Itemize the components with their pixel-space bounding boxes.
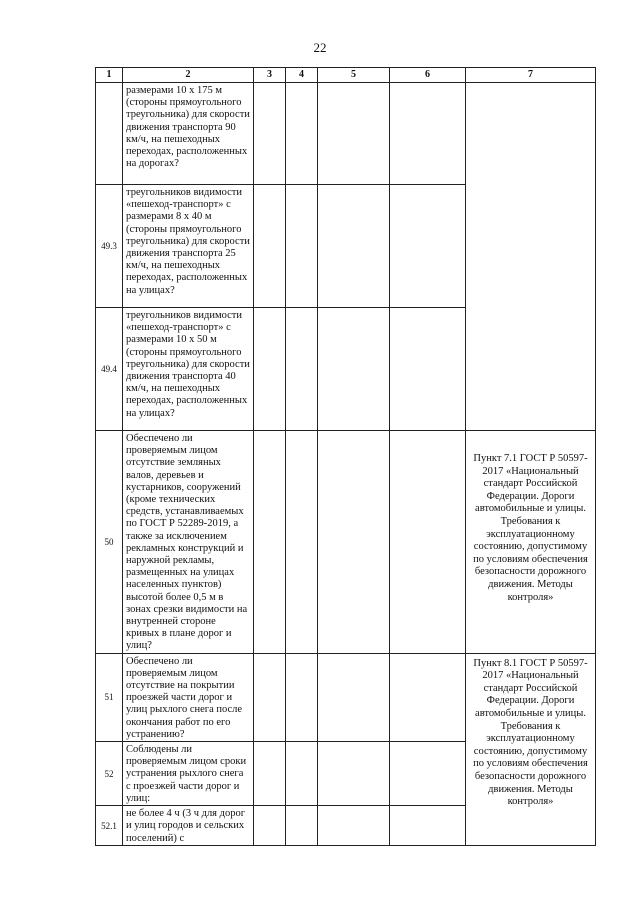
empty-cell [466, 83, 596, 431]
page-number: 22 [313, 40, 327, 55]
column-header: 3 [254, 68, 286, 83]
row-number: 49.3 [96, 185, 123, 308]
empty-cell [254, 806, 286, 846]
header-row [96, 68, 596, 83]
row-number: 52 [96, 742, 123, 806]
checklist-table [95, 67, 596, 846]
empty-cell [286, 308, 318, 431]
legal-reference [466, 653, 596, 845]
row-question: размерами 10 х 175 м (стороны прямоугольного треугольника) для скорости движения транспорта 90 км/ч, на пешеходных переходах, расположенных на дорогах? [123, 83, 254, 185]
empty-cell [254, 742, 286, 806]
empty-cell [390, 431, 466, 654]
row-number: 51 [96, 653, 123, 741]
empty-cell [286, 83, 318, 185]
empty-cell [254, 431, 286, 654]
empty-cell [254, 185, 286, 308]
empty-cell [390, 806, 466, 846]
column-header: 6 [390, 68, 466, 83]
empty-cell [254, 83, 286, 185]
column-header: 2 [123, 68, 254, 83]
row-question: не более 4 ч (3 ч для дорог и улиц городов и сельских поселений) с [123, 806, 254, 846]
empty-cell [390, 742, 466, 806]
column-header: 4 [286, 68, 318, 83]
table-row [96, 431, 596, 654]
column-header: 5 [318, 68, 390, 83]
empty-cell [390, 83, 466, 185]
empty-cell [286, 742, 318, 806]
row-number [96, 83, 123, 185]
empty-cell [318, 431, 390, 654]
empty-cell [254, 308, 286, 431]
empty-cell [286, 185, 318, 308]
row-question: треугольников видимости «пешеход-транспорт» с размерами 8 х 40 м (стороны прямоугольного треугольника) для скорости движения транспорта 25 км/ч, на пешеходных переходах, расположенных на улицах? [123, 185, 254, 308]
row-number: 49.4 [96, 308, 123, 431]
empty-cell [286, 431, 318, 654]
column-header: 7 [466, 68, 596, 83]
empty-cell [318, 308, 390, 431]
table-row [96, 653, 596, 741]
empty-cell [390, 653, 466, 741]
empty-cell [254, 653, 286, 741]
empty-cell [286, 653, 318, 741]
empty-cell [318, 83, 390, 185]
table-row [96, 83, 596, 185]
row-number: 52.1 [96, 806, 123, 846]
row-question: Соблюдены ли проверяемым лицом сроки устранения рыхлого снега с проезжей части дорог и улиц: [123, 742, 254, 806]
empty-cell [318, 806, 390, 846]
empty-cell [390, 308, 466, 431]
empty-cell [318, 185, 390, 308]
row-question: Обеспечено ли проверяемым лицом отсутствие на покрытии проезжей части дорог и улиц рыхлого снега после окончания работ по его устранению? [123, 653, 254, 741]
legal-reference-text: Пункт 7.1 ГОСТ Р 50597-2017 «Национальный стандарт Российской Федерации. Дороги автомобильные и улицы. Требования к эксплуатационному состоянию, допустимому по условиям обеспечения безопасности дорожного движения. Методы контроля» [473, 453, 588, 603]
column-header: 1 [96, 68, 123, 83]
empty-cell [286, 806, 318, 846]
row-number: 50 [96, 431, 123, 654]
empty-cell [318, 742, 390, 806]
legal-reference-text: Пункт 8.1 ГОСТ Р 50597-2017 «Национальный стандарт Российской Федерации. Дороги автомобильные и улицы. Требования к эксплуатационному состоянию, допустимому по условиям обеспечения безопасности дорожного движения. Методы контроля» [473, 657, 588, 808]
empty-cell [318, 653, 390, 741]
row-question: треугольников видимости «пешеход-транспорт» с размерами 10 х 50 м (стороны прямоугольного треугольника) для скорости движения транспорта 40 км/ч, на пешеходных переходах, расположенных на улицах? [123, 308, 254, 431]
legal-reference [466, 431, 596, 654]
empty-cell [390, 185, 466, 308]
row-question: Обеспечено ли проверяемым лицом отсутствие земляных валов, деревьев и кустарников, сооружений (кроме технических средств, устанавливаемых по ГОСТ Р 52289-2019, а также за исключением рекламных конструкций и наружной рекламы, размещенных на улицах населенных пунктов) высотой более 0,5 м в зонах срезки видимости на внутренней стороне кривых в плане дорог и улиц? [123, 431, 254, 654]
